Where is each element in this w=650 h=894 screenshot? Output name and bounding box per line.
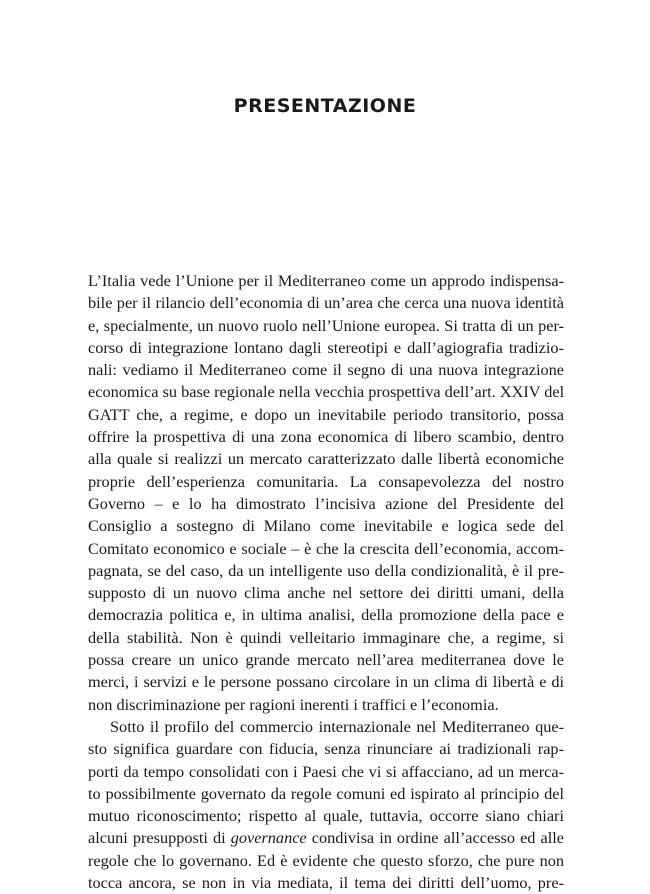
text-line: della stabilità. Non è quindi velleitario immaginare che, a regime, si xyxy=(88,627,564,647)
text-line: proprie dell’esperienza comunitaria. La consapevolezza del nostro xyxy=(88,471,564,491)
text-line: bile per il rilancio dell’economia di un’area che cerca una nuova identità xyxy=(88,293,564,313)
italic-term: governance xyxy=(230,828,307,848)
text-line: possa creare un unico grande mercato nell’area mediterranea dove le xyxy=(88,650,564,670)
text-line: alla quale si realizzi un mercato caratterizzato dalle libertà economiche xyxy=(88,449,564,469)
text-line: merci, i servizi e le persone possano circolare in un clima di libertà e di xyxy=(88,672,564,692)
text-line: to possibilmente governato da regole comuni ed ispirato al principio del xyxy=(88,783,564,803)
text-line: corso di integrazione lontano dagli stereotipi e dall’agiografia tradizio- xyxy=(88,337,564,357)
text-line: porti da tempo consolidati con i Paesi che vi si affacciano, ad un merca- xyxy=(88,761,564,781)
body-text xyxy=(88,270,564,894)
text-line: supposto di un nuovo clima anche nel settore dei diritti umani, della xyxy=(88,583,564,603)
text-line: e, specialmente, un nuovo ruolo nell’Unione europea. Si tratta di un per- xyxy=(88,315,564,335)
text-line: Governo – e lo ha dimostrato l’incisiva azione del Presidente del xyxy=(88,493,564,513)
text-line xyxy=(88,827,564,849)
text-line: Comitato economico e sociale – è che la crescita dell’economia, accom- xyxy=(88,538,564,558)
paragraph-2 xyxy=(88,716,564,894)
text-line: economica su base regionale nella vecchia prospettiva dell’art. XXIV del xyxy=(88,382,565,402)
text-line: nali: vediamo il Mediterraneo come il segno di una nuova integrazione xyxy=(88,360,564,380)
text-line: mutuo riconoscimento; rispetto al quale, tuttavia, occorre siano chiari xyxy=(88,806,564,826)
text-line: L’Italia vede l’Unione per il Mediterraneo come un approdo indispensa- xyxy=(88,271,564,290)
text-line: non discriminazione per ragioni inerenti i traffici e l’economia. xyxy=(88,694,499,714)
text-line: Consiglio a sostegno di Milano come inevitabile e logica sede del xyxy=(88,516,564,536)
page-title: PRESENTAZIONE xyxy=(233,95,417,117)
text-line-content: Sotto il profilo del commercio internazionale nel Mediterraneo que- xyxy=(110,716,564,736)
text-fragment: condivisa in ordine all’accesso ed alle xyxy=(306,828,564,848)
text-line: GATT che, a regime, e dopo un inevitabile periodo transitorio, possa xyxy=(88,404,564,424)
text-line: tocca ancora, se non in via mediata, il tema dei diritti dell’uomo, pre- xyxy=(88,873,564,893)
text-line: offrire la prospettiva di una zona economica di libero scambio, dentro xyxy=(88,427,564,447)
text-fragment: alcuni presupposti di xyxy=(88,828,231,848)
text-line: sto significa guardare con fiducia, senza rinunciare ai tradizionali rap- xyxy=(88,739,564,759)
text-line: pagnata, se del caso, da un intelligente uso della condizionalità, è il pre- xyxy=(88,560,564,580)
text-line xyxy=(88,716,564,738)
text-line: regole che lo governano. Ed è evidente che questo sforzo, che pure non xyxy=(88,850,564,870)
paragraph-1 xyxy=(88,270,564,716)
text-line: democrazia politica e, in ultima analisi, della promozione della pace e xyxy=(88,605,564,625)
